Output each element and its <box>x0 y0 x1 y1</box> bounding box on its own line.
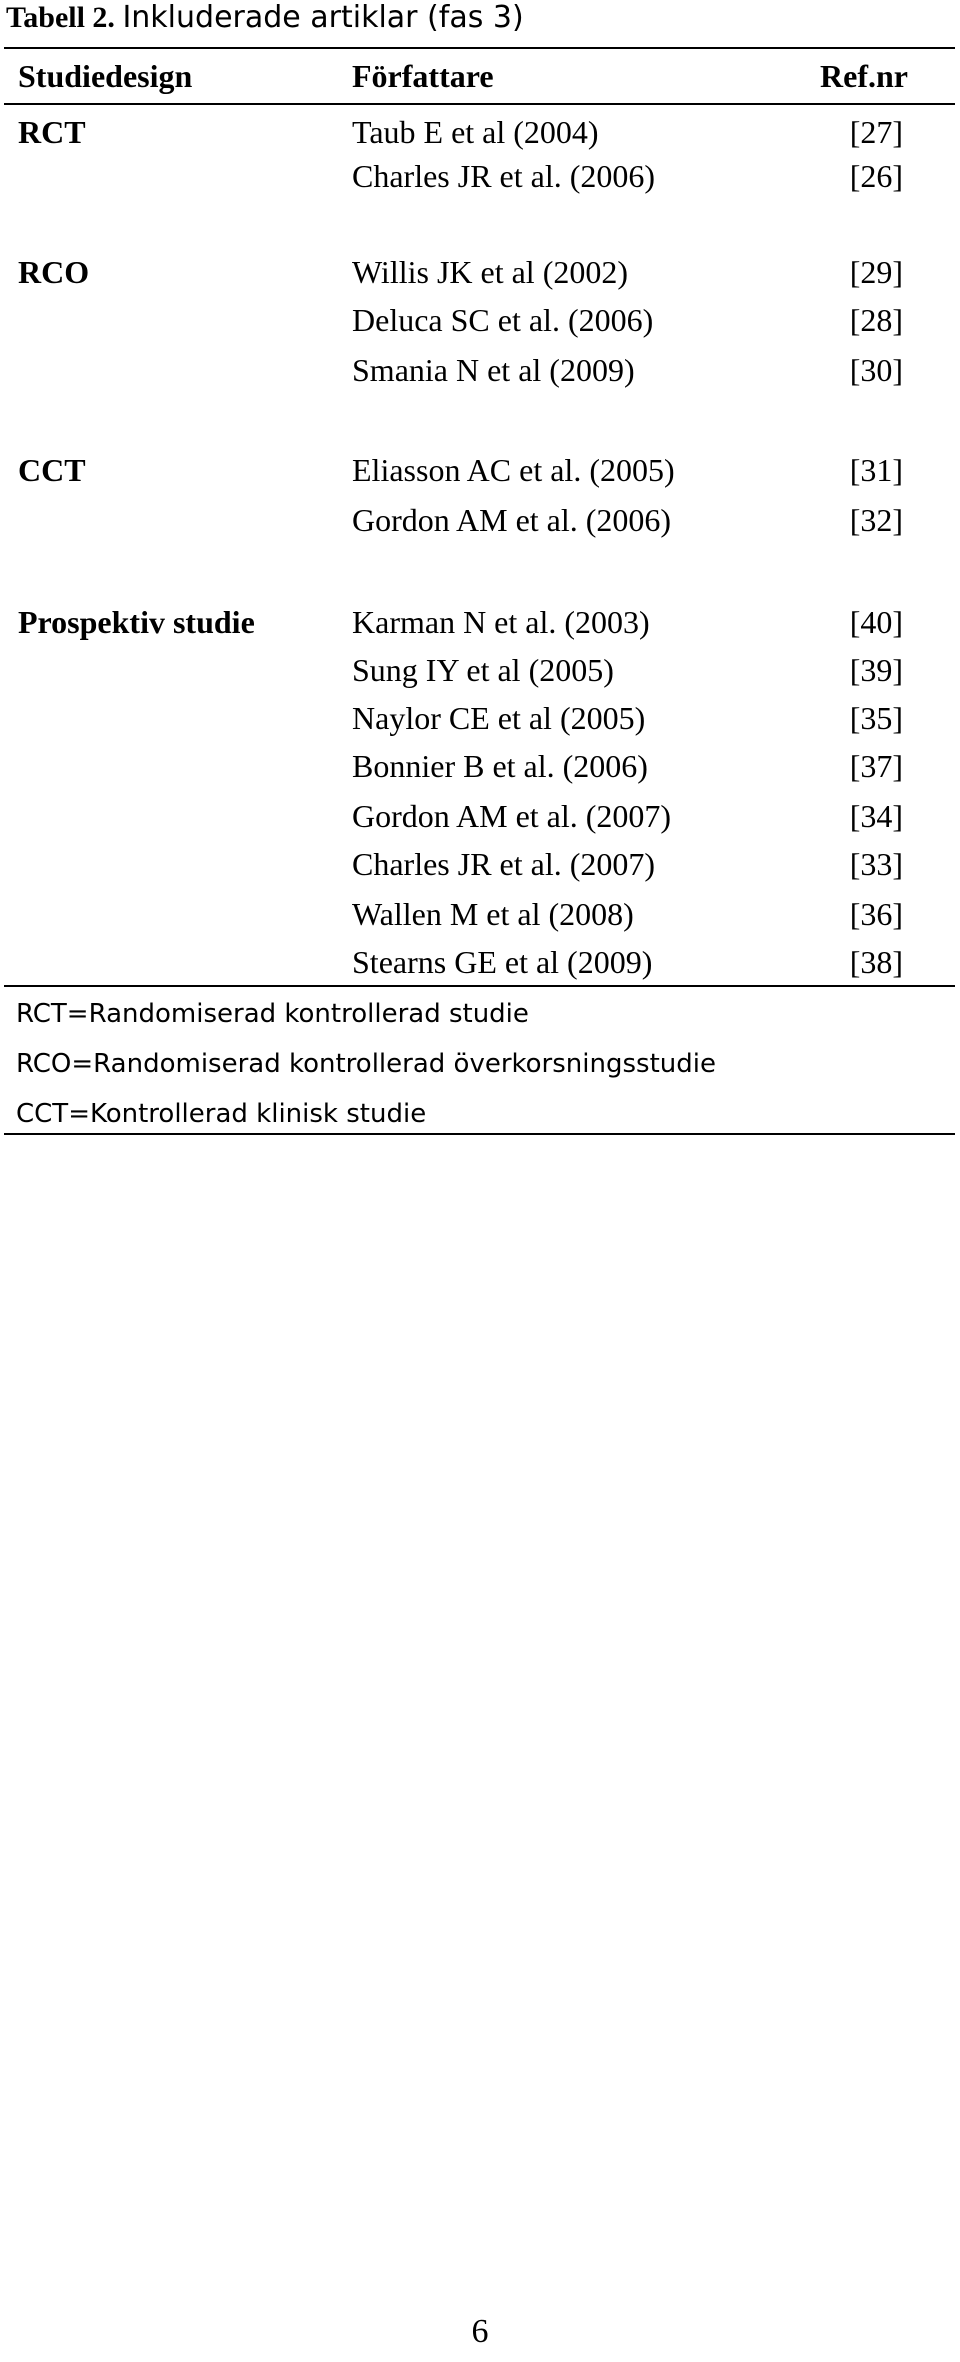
table-top-rule <box>4 47 955 49</box>
footnote-rct: RCT=Randomiserad kontrollerad studie <box>16 999 529 1029</box>
cell-ref-number: [37] <box>849 748 903 784</box>
cell-author: Charles JR et al. (2007) <box>352 846 656 882</box>
cell-study-design: RCO <box>18 254 90 290</box>
cell-ref-number: [30] <box>849 352 903 388</box>
cell-study-design: CCT <box>18 452 86 488</box>
cell-ref-number: [39] <box>849 652 903 688</box>
footnote-rco: RCO=Randomiserad kontrollerad överkorsningsstudie <box>16 1049 716 1079</box>
cell-ref-number: [33] <box>849 846 903 882</box>
table-row <box>0 108 960 156</box>
cell-ref-number: [29] <box>849 254 903 290</box>
cell-author: Smania N et al (2009) <box>352 352 635 388</box>
cell-author: Eliasson AC et al. (2005) <box>352 452 675 488</box>
cell-ref-number: [40] <box>849 604 903 640</box>
table-row <box>0 646 960 694</box>
table-row <box>0 840 960 888</box>
table-row <box>0 346 960 394</box>
cell-ref-number: [35] <box>849 700 903 736</box>
cell-author: Karman N et al. (2003) <box>352 604 650 640</box>
table-row <box>0 792 960 840</box>
cell-author: Sung IY et al (2005) <box>352 652 614 688</box>
cell-author: Stearns GE et al (2009) <box>352 944 653 980</box>
cell-ref-number: [28] <box>849 302 903 338</box>
header-study-design: Studiedesign <box>18 58 193 94</box>
page-number: 6 <box>471 2313 489 2350</box>
table-row <box>0 152 960 200</box>
table-row <box>0 938 960 986</box>
table-bottom-rule <box>4 1133 955 1135</box>
cell-ref-number: [34] <box>849 798 903 834</box>
footnote-cct: CCT=Kontrollerad klinisk studie <box>16 1099 427 1129</box>
cell-ref-number: [27] <box>849 114 903 150</box>
cell-ref-number: [36] <box>849 896 903 932</box>
cell-author: Gordon AM et al. (2007) <box>352 798 672 834</box>
table-row <box>0 496 960 544</box>
cell-study-design: RCT <box>18 114 86 150</box>
cell-ref-number: [38] <box>849 944 903 980</box>
cell-author: Deluca SC et al. (2006) <box>352 302 654 338</box>
cell-ref-number: [26] <box>849 158 903 194</box>
cell-ref-number: [31] <box>849 452 903 488</box>
table-row <box>0 598 960 646</box>
header-author: Författare <box>352 58 494 94</box>
table-row <box>0 742 960 790</box>
table-caption-text: Inkluderade artiklar (fas 3) <box>122 0 524 35</box>
cell-author: Charles JR et al. (2006) <box>352 158 656 194</box>
cell-study-design: Prospektiv studie <box>18 604 255 640</box>
table-row <box>0 694 960 742</box>
table-row <box>0 890 960 938</box>
table-caption-label: Tabell 2. <box>6 1 115 34</box>
table-body-end-rule <box>4 985 955 987</box>
cell-author: Gordon AM et al. (2006) <box>352 502 672 538</box>
header-rule <box>4 103 955 105</box>
cell-author: Taub E et al (2004) <box>352 114 599 150</box>
table-row <box>0 446 960 494</box>
table-caption <box>6 0 524 36</box>
table-row <box>0 296 960 344</box>
cell-author: Naylor CE et al (2005) <box>352 700 646 736</box>
cell-author: Willis JK et al (2002) <box>352 254 628 290</box>
cell-ref-number: [32] <box>849 502 903 538</box>
cell-author: Wallen M et al (2008) <box>352 896 634 932</box>
cell-author: Bonnier B et al. (2006) <box>352 748 648 784</box>
header-ref-number: Ref.nr <box>820 58 908 94</box>
table-row <box>0 248 960 296</box>
